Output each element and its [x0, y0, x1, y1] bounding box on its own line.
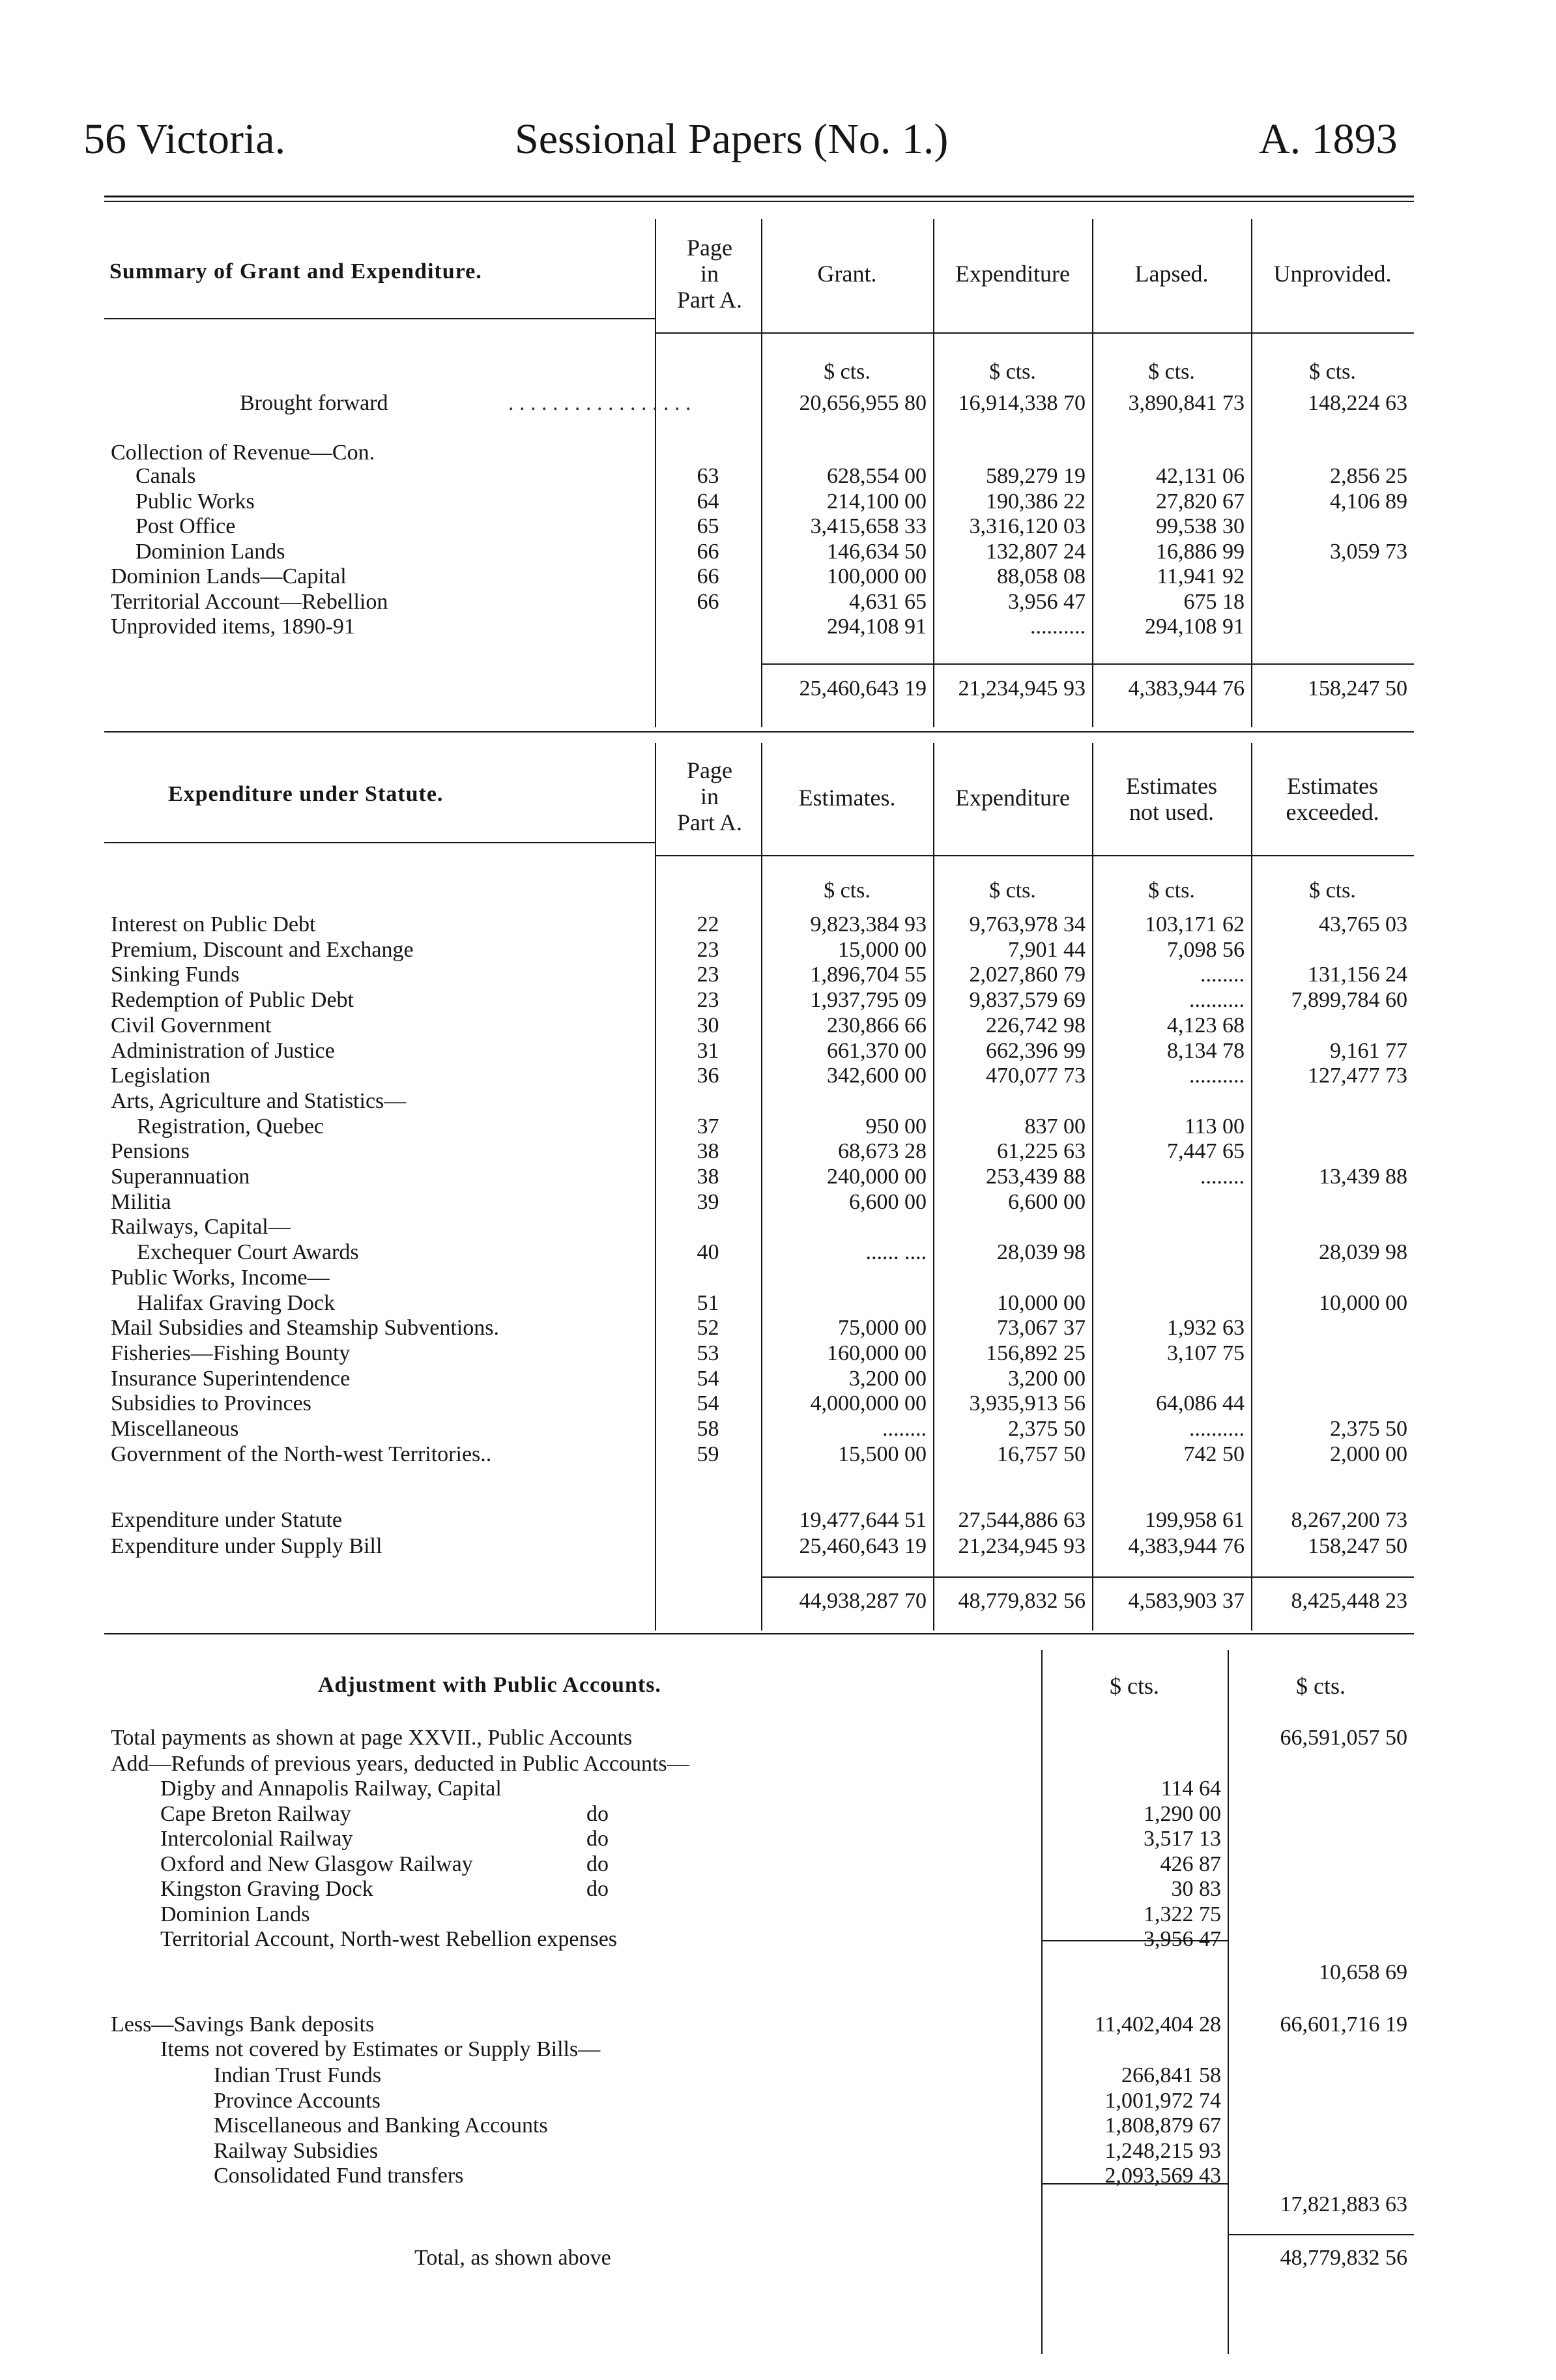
statute-total-rule	[761, 1576, 1414, 1578]
statute-row-value: 2,027,860 79	[969, 963, 1086, 987]
statute-row-value: 43,765 03	[1319, 912, 1407, 936]
statute-row-value: 28,039 98	[997, 1240, 1086, 1265]
grant-bottom-rule	[104, 731, 1414, 733]
statute-row-page: 22	[697, 912, 719, 936]
statute-title-rule	[104, 842, 655, 843]
grant-row-value: 42,131 06	[1156, 464, 1245, 488]
statute-row-value: 661,370 00	[827, 1038, 927, 1063]
grant-row-page: 65	[697, 514, 719, 538]
statute-row-value: 103,171 62	[1145, 912, 1245, 936]
grant-row-value: 190,386 22	[986, 489, 1086, 514]
adjust-add-item-value: 3,956 47	[1144, 1927, 1221, 1951]
statute-row-value: 3,200 00	[849, 1366, 927, 1391]
statute-row-page: 54	[697, 1366, 719, 1391]
statute-row-label: Exchequer Court Awards	[137, 1240, 359, 1265]
statute-col-estimates: Estimates.	[798, 785, 896, 811]
statute-total-value: 44,938,287 70	[799, 1589, 927, 1613]
statute-row-label: Government of the North-west Territories..	[111, 1442, 492, 1466]
grant-brought-forward-value: 3,890,841 73	[1128, 391, 1245, 415]
grant-row-value: 294,108 91	[1145, 615, 1245, 639]
statute-row-value: 73,067 37	[997, 1316, 1086, 1341]
grant-row-value: 3,415,658 33	[810, 514, 927, 538]
grant-row-value: 16,886 99	[1156, 539, 1245, 564]
statute-row-value: 240,000 00	[827, 1165, 927, 1189]
statute-row-value: 64,086 44	[1156, 1391, 1245, 1416]
statute-row-value: 1,937,795 09	[810, 988, 927, 1013]
grant-col-unprovided: Unprovided.	[1273, 261, 1392, 287]
grant-row-page: 63	[697, 464, 719, 488]
statute-row-label: Legislation	[111, 1064, 210, 1088]
grant-row-value: 675 18	[1183, 589, 1245, 614]
statute-row-value: 15,500 00	[838, 1442, 927, 1466]
statute-row-value: 7,098 56	[1167, 937, 1245, 962]
grant-row-value: 294,108 91	[827, 615, 927, 639]
statute-row-value: 28,039 98	[1319, 1240, 1407, 1265]
statute-col-page: Page in Part A.	[676, 757, 742, 835]
grant-row-value: 214,100 00	[827, 489, 927, 514]
statute-row-value: 662,396 99	[986, 1038, 1086, 1063]
adjust-total-payments-label: Total payments as shown at page XXVII., Public Accounts	[111, 1726, 633, 1750]
statute-unit: $ cts.	[1148, 878, 1195, 903]
statute-row-value: ........	[1200, 963, 1245, 987]
grant-row-label: Dominion Lands	[136, 539, 285, 564]
grant-row-value: 4,631 65	[849, 589, 927, 614]
statute-summary-value: 21,234,945 93	[958, 1534, 1086, 1558]
grant-unit: $ cts.	[1309, 360, 1356, 384]
statute-row-value: 837 00	[1024, 1114, 1086, 1139]
adjust-add-item-label: Territorial Account, North-west Rebellion expenses	[160, 1927, 618, 1951]
statute-row-value: 1,932 63	[1167, 1316, 1245, 1341]
statute-row-value: 15,000 00	[838, 937, 927, 962]
adjust-less-head: Less—Savings Bank deposits	[111, 2012, 375, 2037]
grant-total-value: 21,234,945 93	[958, 676, 1086, 701]
statute-row-value: 253,439 88	[986, 1165, 1086, 1189]
adjust-add-item-ditto: do	[586, 1827, 609, 1851]
statute-row-value: 226,742 98	[986, 1013, 1086, 1038]
statute-unit: $ cts.	[824, 878, 871, 903]
adjust-add-head: Add—Refunds of previous years, deducted in Public Accounts—	[111, 1752, 689, 1776]
statute-row-value: 113 00	[1184, 1114, 1245, 1139]
adjust-item-label: Miscellaneous and Banking Accounts	[214, 2113, 548, 2138]
statute-row-value: 950 00	[865, 1114, 927, 1139]
adjust-items-total: 17,821,883 63	[1280, 2192, 1407, 2216]
statute-row-page: 38	[697, 1139, 719, 1164]
statute-row-label: Subsidies to Provinces	[111, 1391, 311, 1416]
statute-row-page: 37	[697, 1114, 719, 1139]
statute-row-value: ...... ....	[865, 1240, 927, 1265]
statute-row-page: 52	[697, 1316, 719, 1341]
statute-row-label: Arts, Agriculture and Statistics—	[111, 1088, 407, 1113]
adjust-add-item-ditto: do	[586, 1877, 609, 1901]
adjust-title: Adjustment with Public Accounts.	[318, 1673, 661, 1697]
adjust-unit-1: $ cts.	[1110, 1673, 1159, 1699]
statute-row-label: Interest on Public Debt	[111, 912, 316, 936]
statute-row-value: 131,156 24	[1308, 963, 1407, 987]
adjust-total-rule	[1228, 2234, 1414, 2235]
statute-row-label: Civil Government	[111, 1013, 272, 1038]
adjust-grand-total-label: Total, as shown above	[414, 2246, 611, 2270]
adjust-add-item-label: Dominion Lands	[160, 1902, 310, 1926]
statute-summary-value: 199,958 61	[1145, 1508, 1245, 1532]
adjust-add-item-label: Digby and Annapolis Railway, Capital	[160, 1777, 502, 1801]
statute-row-page: 51	[697, 1290, 719, 1315]
adjust-add-item-value: 30 83	[1171, 1877, 1221, 1901]
grant-row-value: 4,106 89	[1330, 489, 1407, 514]
statute-summary-label: Expenditure under Supply Bill	[111, 1534, 382, 1558]
grant-row-value: 99,538 30	[1156, 514, 1245, 538]
adjust-item-label: Province Accounts	[214, 2088, 381, 2113]
statute-row-value: 2,000 00	[1330, 1442, 1407, 1466]
statute-row-value: 742 50	[1183, 1442, 1245, 1466]
statute-row-value: 13,439 88	[1319, 1165, 1407, 1189]
statute-summary-value: 8,267,200 73	[1291, 1508, 1407, 1532]
grant-row-value: 132,807 24	[986, 539, 1086, 564]
statute-row-label: Halifax Graving Dock	[137, 1290, 336, 1315]
adjust-item-value: 1,248,215 93	[1104, 2138, 1221, 2163]
statute-row-value: 9,763,978 34	[969, 912, 1086, 936]
adjust-item-value: 266,841 58	[1121, 2063, 1221, 2087]
grant-col-expenditure: Expenditure	[955, 261, 1070, 287]
adjust-add-item-label: Intercolonial Railway	[160, 1827, 353, 1851]
adjust-add-item-value: 1,290 00	[1144, 1801, 1221, 1826]
adjust-add-item-label: Cape Breton Railway	[160, 1801, 351, 1826]
statute-summary-value: 25,460,643 19	[799, 1534, 927, 1558]
statute-row-value: 2,375 50	[1330, 1417, 1407, 1441]
statute-row-page: 23	[697, 963, 719, 987]
statute-row-label: Registration, Quebec	[137, 1114, 324, 1139]
grant-row-value: 628,554 00	[827, 464, 927, 488]
grant-unit: $ cts.	[1148, 360, 1195, 384]
statute-unit: $ cts.	[989, 878, 1036, 903]
grant-row-value: ..........	[1030, 615, 1086, 639]
statute-row-value: ........	[882, 1417, 927, 1441]
adjust-item-label: Indian Trust Funds	[214, 2063, 381, 2087]
statute-total-value: 4,583,903 37	[1128, 1589, 1245, 1613]
grant-row-value: 146,634 50	[827, 539, 927, 564]
statute-row-value: 10,000 00	[1319, 1290, 1407, 1315]
adjust-add-item-value: 3,517 13	[1144, 1827, 1221, 1851]
statute-row-value: 7,901 44	[1008, 937, 1086, 962]
grant-col-grant: Grant.	[817, 261, 877, 287]
statute-row-value: 470,077 73	[986, 1064, 1086, 1088]
grant-row-label: Post Office	[136, 514, 236, 538]
statute-row-value: ........	[1200, 1165, 1245, 1189]
statute-row-value: 10,000 00	[997, 1290, 1086, 1315]
statute-row-value: 342,600 00	[827, 1064, 927, 1088]
header-left: 56 Victoria.	[83, 115, 286, 163]
statute-row-page: 23	[697, 988, 719, 1013]
adjust-vline-1	[1041, 1650, 1043, 2354]
grant-row-value: 88,058 08	[997, 564, 1086, 588]
statute-row-label: Insurance Superintendence	[111, 1366, 351, 1391]
adjust-add-total: 10,658 69	[1319, 1960, 1407, 1984]
statute-row-value: 2,375 50	[1008, 1417, 1086, 1441]
adjust-add-item-ditto: do	[586, 1801, 609, 1826]
statute-bottom-rule	[104, 1633, 1414, 1634]
statute-col-not-used: Estimates not used.	[1126, 773, 1217, 825]
adjust-unit-2: $ cts.	[1296, 1673, 1346, 1699]
grant-brought-forward-label: Brought forward	[240, 391, 388, 415]
grant-total-value: 4,383,944 76	[1128, 676, 1245, 701]
header-rule	[104, 196, 1414, 197]
statute-row-label: Premium, Discount and Exchange	[111, 937, 414, 962]
statute-row-value: 7,899,784 60	[1291, 988, 1407, 1013]
adjust-total-payments-value: 66,591,057 50	[1280, 1726, 1407, 1750]
grant-total-rule	[761, 663, 1414, 665]
statute-summary-label: Expenditure under Statute	[111, 1508, 343, 1532]
statute-row-label: Fisheries—Fishing Bounty	[111, 1341, 351, 1365]
grant-row-label: Public Works	[136, 489, 255, 514]
statute-row-value: 8,134 78	[1167, 1038, 1245, 1063]
adjust-add-item-ditto: do	[586, 1851, 609, 1876]
grant-row-page: 64	[697, 489, 719, 514]
statute-row-label: Mail Subsidies and Steamship Subventions.	[111, 1316, 499, 1341]
grant-brought-forward-value: 20,656,955 80	[799, 391, 927, 415]
grant-row-value: 100,000 00	[827, 564, 927, 588]
statute-row-label: Militia	[111, 1189, 171, 1214]
grant-row-label: Dominion Lands—Capital	[111, 564, 347, 588]
statute-row-value: 3,200 00	[1008, 1366, 1086, 1391]
grant-row-value: 3,316,120 03	[969, 514, 1086, 538]
adjust-item-label: Railway Subsidies	[214, 2138, 379, 2163]
grant-subhead: Collection of Revenue—Con.	[111, 441, 375, 465]
grant-row-value: 2,856 25	[1330, 464, 1407, 488]
statute-row-value: 7,447 65	[1167, 1139, 1245, 1164]
statute-row-page: 36	[697, 1064, 719, 1088]
grant-row-page: 66	[697, 589, 719, 614]
grant-brought-forward-value: 16,914,338 70	[958, 391, 1086, 415]
statute-total-value: 48,779,832 56	[958, 1589, 1086, 1613]
grant-title-rule	[104, 318, 655, 319]
statute-row-label: Administration of Justice	[111, 1038, 335, 1063]
grant-total-value: 25,460,643 19	[799, 676, 927, 701]
statute-row-value: 68,673 28	[838, 1139, 927, 1164]
adjust-add-item-value: 114 64	[1160, 1777, 1221, 1801]
statute-row-value: 127,477 73	[1308, 1064, 1407, 1088]
adjust-item-value: 1,001,972 74	[1104, 2088, 1221, 2113]
adjust-less-subtotal: 66,601,716 19	[1280, 2012, 1407, 2037]
header-right: A. 1893	[1259, 115, 1398, 163]
grant-row-value: 589,279 19	[986, 464, 1086, 488]
grant-row-value: 11,941 92	[1157, 564, 1245, 588]
adjust-add-item-value: 426 87	[1160, 1851, 1221, 1876]
statute-row-label: Pensions	[111, 1139, 190, 1164]
grant-col-page: Page in Part A.	[676, 235, 742, 313]
statute-title: Expenditure under Statute.	[168, 782, 444, 806]
header-center: Sessional Papers (No. 1.)	[515, 115, 949, 163]
statute-row-page: 39	[697, 1189, 719, 1214]
statute-row-value: 9,823,384 93	[810, 912, 927, 936]
grant-row-value: 3,059 73	[1330, 539, 1407, 564]
statute-row-page: 53	[697, 1341, 719, 1365]
statute-row-value: 3,935,913 56	[969, 1391, 1086, 1416]
statute-row-label: Railways, Capital—	[111, 1215, 291, 1240]
grant-head-rule	[655, 332, 1414, 334]
statute-row-value: 61,225 63	[997, 1139, 1086, 1164]
statute-summary-value: 158,247 50	[1308, 1534, 1407, 1558]
statute-row-value: 4,000,000 00	[810, 1391, 927, 1416]
statute-summary-value: 19,477,644 51	[799, 1508, 927, 1532]
statute-row-value: 4,123 68	[1167, 1013, 1245, 1038]
grant-brought-forward-value: 148,224 63	[1308, 391, 1407, 415]
statute-row-value: ..........	[1189, 988, 1245, 1013]
grant-unit: $ cts.	[989, 360, 1036, 384]
grant-total-value: 158,247 50	[1308, 676, 1407, 701]
statute-row-value: 6,600 00	[1008, 1189, 1086, 1214]
statute-row-value: 156,892 25	[986, 1341, 1086, 1365]
statute-row-value: 230,866 66	[827, 1013, 927, 1038]
grant-row-label: Territorial Account—Rebellion	[111, 589, 388, 614]
statute-row-page: 40	[697, 1240, 719, 1265]
statute-row-label: Redemption of Public Debt	[111, 988, 354, 1013]
statute-row-value: 9,837,579 69	[969, 988, 1086, 1013]
grant-row-label: Canals	[136, 464, 196, 488]
statute-row-value: ..........	[1189, 1064, 1245, 1088]
grant-unit: $ cts.	[824, 360, 871, 384]
statute-row-value: ..........	[1189, 1417, 1245, 1441]
statute-summary-value: 4,383,944 76	[1128, 1534, 1245, 1558]
adjust-item-value: 1,808,879 67	[1104, 2113, 1221, 2138]
adjust-item-label: Consolidated Fund transfers	[214, 2164, 464, 2188]
statute-row-label: Miscellaneous	[111, 1417, 239, 1441]
statute-row-value: 6,600 00	[849, 1189, 927, 1214]
statute-total-value: 8,425,448 23	[1291, 1589, 1407, 1613]
statute-row-label: Public Works, Income—	[111, 1265, 330, 1290]
statute-head-rule	[655, 855, 1414, 856]
grant-col-lapsed: Lapsed.	[1134, 261, 1209, 287]
adjust-less-value: 11,402,404 28	[1094, 2012, 1221, 2037]
statute-row-page: 54	[697, 1391, 719, 1416]
grant-row-label: Unprovided items, 1890-91	[111, 615, 355, 639]
statute-row-page: 58	[697, 1417, 719, 1441]
statute-row-label: Sinking Funds	[111, 963, 240, 987]
statute-row-value: 3,107 75	[1167, 1341, 1245, 1365]
adjust-grand-total: 48,779,832 56	[1280, 2246, 1407, 2270]
statute-row-value: 160,000 00	[827, 1341, 927, 1365]
statute-col-exceeded: Estimates exceeded.	[1286, 773, 1379, 825]
statute-row-page: 30	[697, 1013, 719, 1038]
adjust-add-item-value: 1,322 75	[1144, 1902, 1221, 1926]
adjust-add-item-label: Oxford and New Glasgow Railway	[160, 1851, 473, 1876]
statute-unit: $ cts.	[1309, 878, 1356, 903]
statute-row-value: 16,757 50	[997, 1442, 1086, 1466]
grant-row-page: 66	[697, 539, 719, 564]
adjust-add-item-label: Kingston Graving Dock	[160, 1877, 373, 1901]
statute-col-expenditure: Expenditure	[955, 785, 1070, 811]
statute-row-page: 38	[697, 1165, 719, 1189]
adjust-item-value: 2,093,569 43	[1104, 2164, 1221, 2188]
adjust-items-head: Items not covered by Estimates or Supply Bills—	[160, 2037, 601, 2061]
grant-row-page: 66	[697, 564, 719, 588]
statute-row-page: 59	[697, 1442, 719, 1466]
header-rule-2	[104, 201, 1414, 202]
grant-row-value: 27,820 67	[1156, 489, 1245, 514]
statute-row-value: 1,896,704 55	[810, 963, 927, 987]
grant-row-value: 3,956 47	[1008, 589, 1086, 614]
statute-summary-value: 27,544,886 63	[958, 1508, 1086, 1532]
statute-row-page: 23	[697, 937, 719, 962]
grant-title: Summary of Grant and Expenditure.	[109, 259, 482, 283]
statute-row-page: 31	[697, 1038, 719, 1063]
leader-dots: . . . . . . . . . . . . . . . . .	[508, 391, 691, 415]
statute-row-label: Superannuation	[111, 1165, 250, 1189]
statute-row-value: 9,161 77	[1330, 1038, 1407, 1063]
statute-row-value: 75,000 00	[838, 1316, 927, 1341]
